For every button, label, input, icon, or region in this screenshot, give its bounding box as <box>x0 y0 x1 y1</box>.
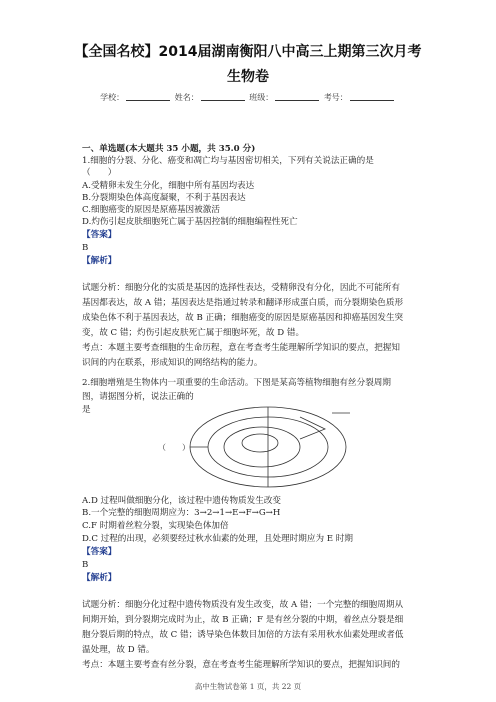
q2-option-d: D.C 过程的出现，必须要经过秋水仙素的处理，且处理时期应为 E 时期 <box>82 534 353 544</box>
q1-option-b: B.分裂期染色体高度凝聚，不利于基因表达 <box>82 193 246 203</box>
q1-analysis-line: 基因都表达，故 A 错；基因表达是指通过转录和翻译形成蛋白质，而分裂期染色质形 <box>82 298 404 308</box>
cycle-arrow <box>300 417 325 439</box>
q2-option-b: B.一个完整的细胞周期应为：3→2→1→E→F→G→H <box>82 508 281 518</box>
cycle-core-ring <box>224 427 300 467</box>
school-blank <box>126 92 170 101</box>
q1-analysis-line: 考点：本题主要考查细胞的生命历程，意在考查考生能理解所学知识的要点，把握知 <box>82 343 400 353</box>
q2-option-c: C.F 时期着丝粒分裂，实现染色体加倍 <box>82 521 229 531</box>
q2-analysis-tag: 【解析】 <box>82 573 117 583</box>
q1-analysis-tag: 【解析】 <box>82 256 117 266</box>
q1-analysis-line: 识间的内在联系，形成知识的网络结构的能力。 <box>82 358 263 368</box>
q2-analysis-line: 考点：本题主要考查有丝分裂，意在考查考生能理解所学知识的要点，把握知识间的 <box>82 660 400 670</box>
exam-no-label: 考号： <box>323 93 348 102</box>
q1-answer: B <box>82 243 89 253</box>
name-label: 姓名： <box>174 93 199 102</box>
section-heading: 一、单选题(本大题共 35 小题，共 35.0 分) <box>82 144 256 154</box>
q1-analysis-line: 试题分析：细胞分化的实质是基因的选择性表达，受精卵没有分化，因此不可能所有 <box>82 283 400 293</box>
q2-stem: 2.细胞增殖是生物体内一项重要的生命活动。下图是某高等植物细胞有丝分裂周期 <box>82 378 391 388</box>
exam-no-blank <box>350 92 394 101</box>
student-info-line <box>0 92 496 103</box>
page-footer: 高中生物试卷第 1 页，共 22 页 <box>194 682 302 691</box>
figure-bracket: （ ） <box>158 443 190 452</box>
exam-subject: 生物卷 <box>227 69 269 85</box>
q2-stem-cont: 图，请据图分析，说法正确的 <box>82 392 194 402</box>
q2-stem-end: 是 <box>82 405 91 415</box>
cell-cycle-figure <box>150 403 362 491</box>
q1-answer-tag: 【答案】 <box>82 230 117 240</box>
class-label: 班级： <box>249 93 274 102</box>
q2-option-a: A.D 过程叫做细胞分化，该过程中遗传物质发生改变 <box>82 496 282 506</box>
q2-answer-tag: 【答案】 <box>82 547 117 557</box>
q1-analysis-line: 成染色体不利于基因表达，故 B 正确；细胞癌变的原因是原癌基因和抑癌基因发生突 <box>82 313 404 323</box>
q1-option-d: D.灼伤引起皮肤细胞死亡属于基因控制的细胞编程性死亡 <box>82 217 298 227</box>
cycle-nucleus <box>242 434 278 452</box>
class-blank <box>275 92 319 101</box>
exam-title: 【全国名校】2014届湖南衡阳八中高三上期第三次月考 <box>74 44 422 60</box>
q2-analysis-line: 间期开始，到分裂期完成时为止，故 B 正确；F 是有丝分裂的中期，着丝点分裂是细 <box>82 615 404 625</box>
q1-analysis-line: 变，故 C 错；灼伤引起皮肤死亡属于细胞坏死，故 D 错。 <box>82 328 305 338</box>
q2-analysis-line: 胞分裂后期的特点，故 C 错；诱导染色体数目加倍的方法有采用秋水仙素处理或者低 <box>82 630 404 640</box>
school-label: 学校： <box>100 93 125 102</box>
q1-stem-bracket: （ ） <box>82 168 117 178</box>
q2-analysis-line: 温处理，故 D 错。 <box>82 645 155 655</box>
q1-stem: 1.细胞的分裂、分化、癌变和凋亡均与基因密切相关，下列有关说法正确的是 <box>82 156 374 166</box>
q2-answer: B <box>82 560 89 570</box>
q1-option-c: C.细胞癌变的原因是原癌基因被激活 <box>82 205 220 215</box>
name-blank <box>201 92 245 101</box>
q1-option-a: A.受精卵未发生分化，细胞中所有基因均表达 <box>82 181 255 191</box>
q2-analysis-line: 试题分析：细胞分化过程中遗传物质没有发生改变，故 A 错；一个完整的细胞周期从 <box>82 600 404 610</box>
